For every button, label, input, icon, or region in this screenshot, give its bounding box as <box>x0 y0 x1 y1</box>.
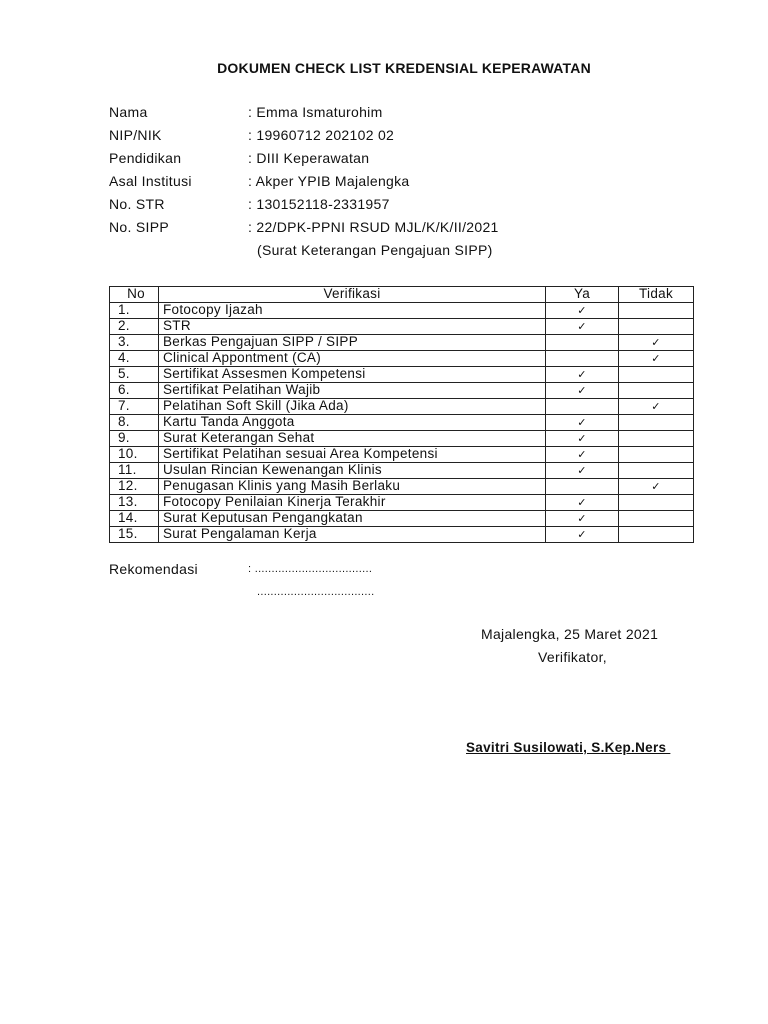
info-label: Asal Institusi <box>109 173 192 189</box>
table-row <box>110 414 694 430</box>
header-tidak: Tidak <box>619 287 694 303</box>
table-row <box>110 526 694 542</box>
check-icon: ✓ <box>577 495 587 509</box>
table-header-row <box>110 287 694 303</box>
row-verification-item: STR <box>159 318 546 334</box>
table-row <box>110 350 694 366</box>
check-icon: ✓ <box>577 383 587 397</box>
row-verification-item: Sertifikat Pelatihan Wajib <box>159 382 546 398</box>
recommendation-line-1: : ................................... <box>248 563 373 575</box>
row-tidak-check <box>619 526 694 542</box>
row-number: 15. <box>110 526 159 542</box>
row-number: 3. <box>110 334 159 350</box>
row-verification-item: Surat Keputusan Pengangkatan <box>159 510 546 526</box>
row-ya-check <box>546 318 619 334</box>
table-row <box>110 318 694 334</box>
row-ya-check <box>546 350 619 366</box>
row-tidak-check <box>619 430 694 446</box>
row-verification-item: Pelatihan Soft Skill (Jika Ada) <box>159 398 546 414</box>
info-value: : 130152118-2331957 <box>248 196 390 212</box>
row-ya-check <box>546 334 619 350</box>
row-ya-check <box>546 446 619 462</box>
table-row <box>110 334 694 350</box>
check-icon: ✓ <box>577 415 587 429</box>
row-tidak-check <box>619 494 694 510</box>
row-number: 13. <box>110 494 159 510</box>
row-number: 14. <box>110 510 159 526</box>
row-verification-item: Penugasan Klinis yang Masih Berlaku <box>159 478 546 494</box>
row-verification-item: Fotocopy Penilaian Kinerja Terakhir <box>159 494 546 510</box>
row-ya-check <box>546 430 619 446</box>
info-label: NIP/NIK <box>109 127 162 143</box>
row-verification-item: Surat Pengalaman Kerja <box>159 526 546 542</box>
row-ya-check <box>546 462 619 478</box>
check-icon: ✓ <box>577 303 587 317</box>
sipp-note: (Surat Keterangan Pengajuan SIPP) <box>257 242 493 258</box>
verifier-role: Verifikator, <box>538 649 607 665</box>
row-number: 10. <box>110 446 159 462</box>
row-number: 2. <box>110 318 159 334</box>
header-no: No <box>110 287 159 303</box>
check-icon: ✓ <box>577 511 587 525</box>
row-verification-item: Clinical Appontment (CA) <box>159 350 546 366</box>
info-label: No. SIPP <box>109 219 169 235</box>
recommendation-line-2: ................................... <box>257 586 375 598</box>
recommendation-label: Rekomendasi <box>109 561 198 577</box>
row-number: 11. <box>110 462 159 478</box>
signer-name: Savitri Susilowati, S.Kep.Ners <box>466 740 671 755</box>
info-label: Pendidikan <box>109 150 182 166</box>
info-value: : Emma Ismaturohim <box>248 104 383 120</box>
row-tidak-check <box>619 382 694 398</box>
row-ya-check <box>546 478 619 494</box>
row-ya-check <box>546 302 619 318</box>
row-tidak-check <box>619 446 694 462</box>
row-ya-check <box>546 382 619 398</box>
check-icon: ✓ <box>651 335 661 349</box>
info-value: : 22/DPK-PPNI RSUD MJL/K/K/II/2021 <box>248 219 499 235</box>
row-tidak-check <box>619 350 694 366</box>
row-tidak-check <box>619 462 694 478</box>
info-label: Nama <box>109 104 148 120</box>
check-icon: ✓ <box>577 367 587 381</box>
check-icon: ✓ <box>577 319 587 333</box>
table-row <box>110 430 694 446</box>
row-verification-item: Surat Keterangan Sehat <box>159 430 546 446</box>
check-icon: ✓ <box>577 463 587 477</box>
row-number: 6. <box>110 382 159 398</box>
table-row <box>110 398 694 414</box>
row-number: 8. <box>110 414 159 430</box>
checklist-body <box>110 302 694 542</box>
row-ya-check <box>546 366 619 382</box>
row-tidak-check <box>619 318 694 334</box>
info-label: No. STR <box>109 196 165 212</box>
check-icon: ✓ <box>577 431 587 445</box>
row-number: 5. <box>110 366 159 382</box>
check-icon: ✓ <box>577 527 587 541</box>
check-icon: ✓ <box>651 351 661 365</box>
row-verification-item: Sertifikat Pelatihan sesuai Area Kompetensi <box>159 446 546 462</box>
table-row <box>110 478 694 494</box>
row-ya-check <box>546 526 619 542</box>
row-ya-check <box>546 494 619 510</box>
table-row <box>110 494 694 510</box>
row-verification-item: Berkas Pengajuan SIPP / SIPP <box>159 334 546 350</box>
row-verification-item: Kartu Tanda Anggota <box>159 414 546 430</box>
row-tidak-check <box>619 366 694 382</box>
row-number: 7. <box>110 398 159 414</box>
header-verifikasi: Verifikasi <box>159 287 546 303</box>
row-verification-item: Fotocopy Ijazah <box>159 302 546 318</box>
row-number: 1. <box>110 302 159 318</box>
row-tidak-check <box>619 334 694 350</box>
table-row <box>110 366 694 382</box>
info-value: : DIII Keperawatan <box>248 150 370 166</box>
check-icon: ✓ <box>651 479 661 493</box>
row-verification-item: Usulan Rincian Kewenangan Klinis <box>159 462 546 478</box>
row-tidak-check <box>619 414 694 430</box>
row-ya-check <box>546 510 619 526</box>
row-verification-item: Sertifikat Assesmen Kompetensi <box>159 366 546 382</box>
table-row <box>110 382 694 398</box>
row-tidak-check <box>619 302 694 318</box>
table-row <box>110 462 694 478</box>
row-number: 9. <box>110 430 159 446</box>
table-row <box>110 302 694 318</box>
row-number: 4. <box>110 350 159 366</box>
place-date: Majalengka, 25 Maret 2021 <box>481 626 659 642</box>
table-row <box>110 446 694 462</box>
row-tidak-check <box>619 478 694 494</box>
header-ya: Ya <box>546 287 619 303</box>
info-value: : Akper YPIB Majalengka <box>248 173 410 189</box>
document-title: DOKUMEN CHECK LIST KREDENSIAL KEPERAWATAN <box>217 60 591 76</box>
check-icon: ✓ <box>651 399 661 413</box>
check-icon: ✓ <box>577 447 587 461</box>
info-value: : 19960712 202102 02 <box>248 127 395 143</box>
row-ya-check <box>546 414 619 430</box>
row-tidak-check <box>619 510 694 526</box>
table-row <box>110 510 694 526</box>
row-number: 12. <box>110 478 159 494</box>
row-ya-check <box>546 398 619 414</box>
row-tidak-check <box>619 398 694 414</box>
checklist-table <box>109 286 694 543</box>
